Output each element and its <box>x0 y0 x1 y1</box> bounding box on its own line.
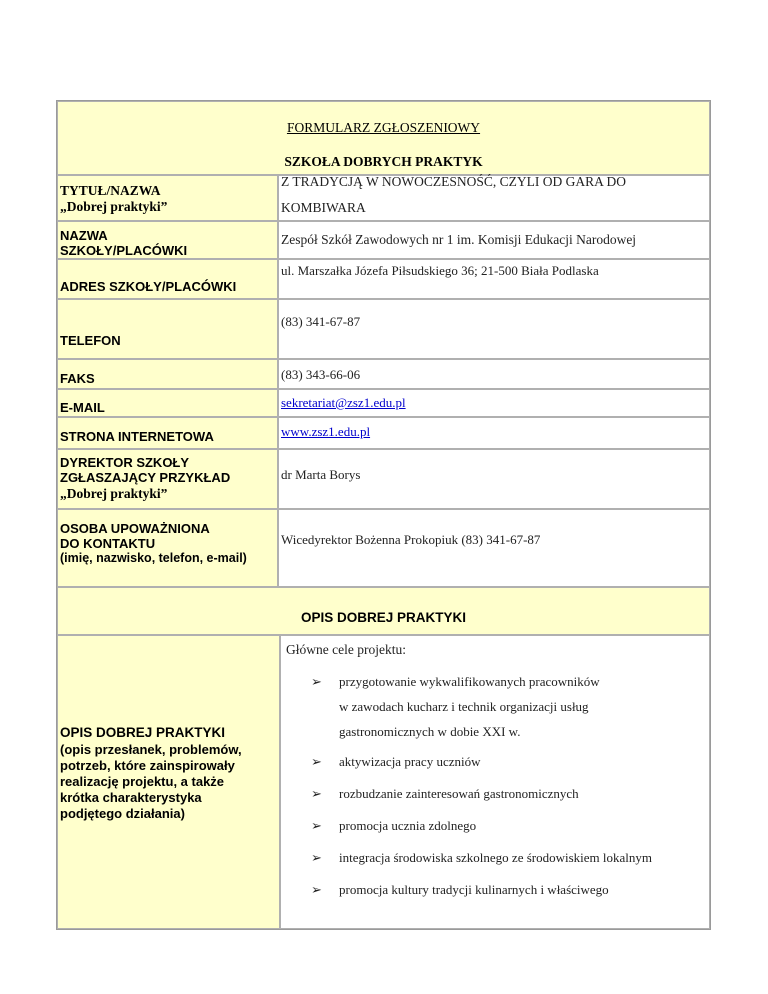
title-value-cell <box>278 175 710 221</box>
director-label-sub: ZGŁASZAJĄCY PRZYKŁAD <box>60 470 231 485</box>
fax-label-cell <box>57 359 278 389</box>
description-label-line2: potrzeb, które zainspirowały <box>60 758 235 773</box>
address-value-cell <box>278 259 710 299</box>
title-value: Z TRADYCJĄ W NOWOCZESNOŚĆ, CZYLI OD GARA DO <box>281 174 627 189</box>
fax-value: (83) 343-66-06 <box>281 367 361 382</box>
address-label: ADRES SZKOŁY/PLACÓWKI <box>60 279 237 294</box>
contact-label-cell <box>57 509 278 587</box>
application-form <box>56 100 711 930</box>
school-label-cell <box>57 221 278 259</box>
director-value-cell <box>278 449 710 509</box>
description-label-title: OPIS DOBREJ PRAKTYKI <box>60 725 226 740</box>
email-label-cell <box>57 389 278 417</box>
email-label: E-MAIL <box>60 400 105 415</box>
goal-item: promocja kultury tradycji kulinarnych i właściwego <box>339 882 609 897</box>
school-label: NAZWA <box>60 228 108 243</box>
description-label-line3: realizację projektu, a także <box>60 774 225 789</box>
goal-item: promocja ucznia zdolnego <box>339 818 477 833</box>
contact-label-note: (imię, nazwisko, telefon, e-mail) <box>60 551 247 565</box>
school-value-cell <box>278 221 710 259</box>
email-link[interactable]: sekretariat@zsz1.edu.pl <box>281 395 406 410</box>
director-label-cell <box>57 449 278 509</box>
address-value: ul. Marszałka Józefa Piłsudskiego 36; 21-500 Biała Podlaska <box>281 263 599 278</box>
school-title: SZKOŁA DOBRYCH PRAKTYK <box>284 154 483 169</box>
phone-value: (83) 341-67-87 <box>281 314 361 329</box>
goal-item: rozbudzanie zainteresowań gastronomicznych <box>339 786 579 801</box>
form-header <box>57 101 710 175</box>
address-label-cell <box>57 259 278 299</box>
goal-item: integracja środowiska szkolnego ze środowiskiem lokalnym <box>339 850 653 865</box>
director-value: dr Marta Borys <box>281 467 361 482</box>
bullet-arrow-icon: ➢ <box>311 674 322 689</box>
description-section-title: OPIS DOBREJ PRAKTYKI <box>300 610 467 625</box>
description-value-cell <box>280 635 710 929</box>
description-label-cell <box>57 635 280 929</box>
contact-label: OSOBA UPOWAŻNIONA <box>60 521 210 536</box>
title-value-cont: KOMBIWARA <box>281 200 366 215</box>
director-label: DYREKTOR SZKOŁY <box>60 455 190 470</box>
contact-value: Wicedyrektor Bożenna Prokopiuk (83) 341-67-87 <box>281 532 541 547</box>
director-label-note: „Dobrej praktyki” <box>60 486 168 501</box>
title-label-cell <box>57 175 278 221</box>
phone-label-cell <box>57 299 278 359</box>
goal-item-cont: w zawodach kucharz i technik organizacji usług <box>339 699 589 714</box>
website-label-cell <box>57 417 278 449</box>
bullet-arrow-icon: ➢ <box>311 786 322 801</box>
website-value-cell <box>278 417 710 449</box>
goal-item: przygotowanie wykwalifikowanych pracowników <box>339 674 600 689</box>
email-value-cell <box>278 389 710 417</box>
goal-item-cont: gastronomicznych w dobie XXI w. <box>339 724 521 739</box>
goals-intro: Główne cele projektu: <box>286 642 406 657</box>
website-link[interactable]: www.zsz1.edu.pl <box>281 424 371 439</box>
description-label-line1: (opis przesłanek, problemów, <box>60 742 242 757</box>
description-section-header <box>57 587 710 635</box>
contact-label-sub: DO KONTAKTU <box>60 536 156 551</box>
description-label-line4: krótka charakterystyka <box>60 790 202 805</box>
bullet-arrow-icon: ➢ <box>311 850 322 865</box>
fax-label: FAKS <box>60 371 95 386</box>
title-label-sub: „Dobrej praktyki” <box>60 199 168 214</box>
contact-value-cell <box>278 509 710 587</box>
school-label-sub: SZKOŁY/PLACÓWKI <box>60 243 188 258</box>
form-title: FORMULARZ ZGŁOSZENIOWY <box>286 120 481 135</box>
phone-label: TELEFON <box>60 333 121 348</box>
description-label-line5: podjętego działania) <box>60 806 185 821</box>
fax-value-cell <box>278 359 710 389</box>
school-value: Zespół Szkół Zawodowych nr 1 im. Komisji Edukacji Narodowej <box>281 232 637 247</box>
phone-value-cell <box>278 299 710 359</box>
website-label: STRONA INTERNETOWA <box>60 429 214 444</box>
bullet-arrow-icon: ➢ <box>311 882 322 897</box>
bullet-arrow-icon: ➢ <box>311 754 322 769</box>
title-label: TYTUŁ/NAZWA <box>60 183 161 198</box>
goal-item: aktywizacja pracy uczniów <box>339 754 481 769</box>
bullet-arrow-icon: ➢ <box>311 818 322 833</box>
